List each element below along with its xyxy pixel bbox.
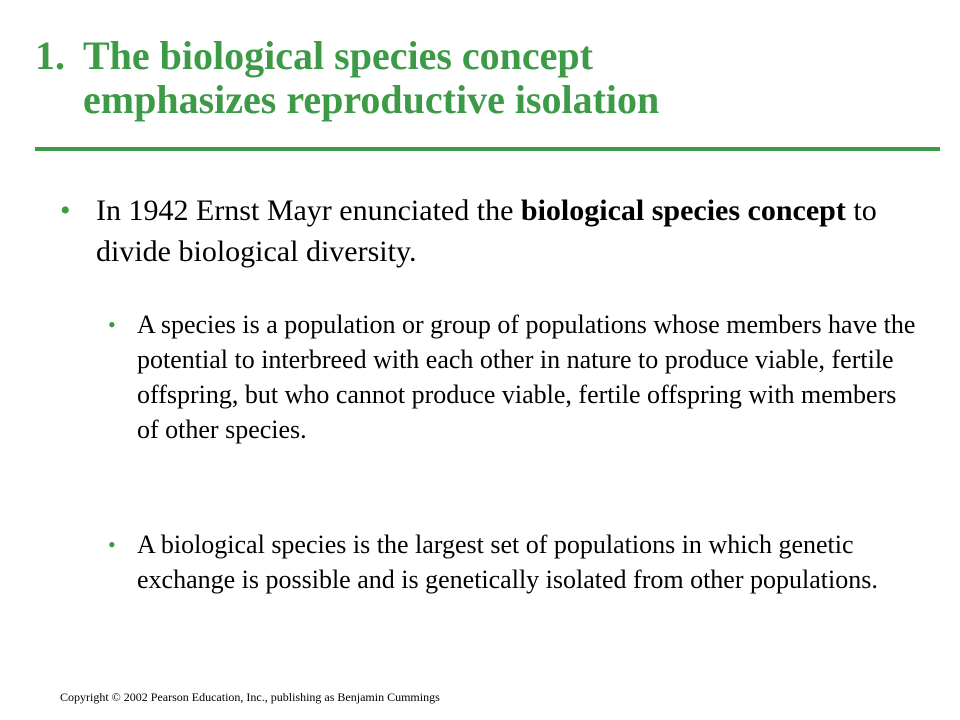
sub-bullet-text: A biological species is the largest set of populations in which genetic exchange is possible and is genetically isolated from other populations.: [137, 530, 878, 594]
sub-bullet-species-definition: [108, 307, 920, 447]
bullet-dot: •: [60, 194, 71, 227]
title-number: 1.: [35, 33, 65, 78]
sub-bullet-largest-set: [108, 527, 920, 597]
main-bullet-text-1: In 1942 Ernst Mayr enunciated the: [96, 194, 521, 227]
sub-bullet-text: A species is a population or group of populations whose members have the potential to interbreed with each other in nature to produce viable, fertile offspring, but who cannot produce viable, fertile offspring with members of other species.: [137, 310, 916, 444]
copyright-footer: Copyright © 2002 Pearson Education, Inc., publishing as Benjamin Cummings: [60, 690, 440, 704]
slide-title: [35, 34, 935, 122]
main-bullet-bold-term: biological species concept: [520, 194, 846, 227]
bullet-dot: •: [108, 532, 116, 557]
bullet-dot: •: [108, 312, 116, 337]
main-bullet: [60, 190, 920, 272]
main-bullet-text-2: to divide biological diversity.: [96, 194, 877, 268]
title-line-2: emphasizes reproductive isolation: [83, 77, 660, 122]
title-line-1: The biological species concept: [83, 33, 593, 78]
main-bullet-text: [60, 190, 920, 272]
title-divider: [35, 147, 940, 151]
